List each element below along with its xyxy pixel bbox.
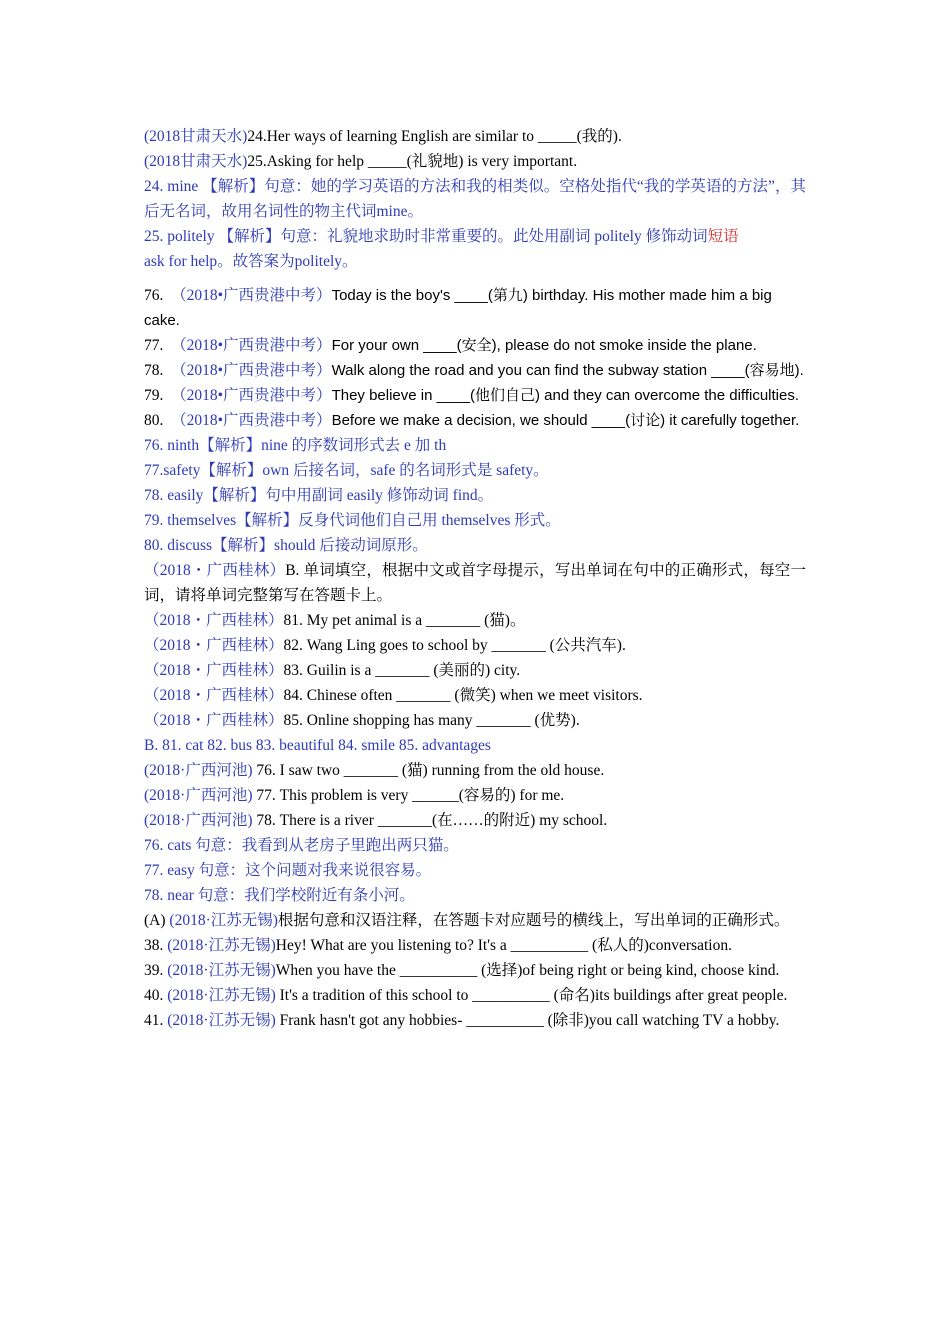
answers-81-85: B. 81. cat 82. bus 83. beautiful 84. smile 85. advantages [144, 737, 491, 754]
question-text: 81. My pet animal is a _______ (猫)。 [283, 612, 526, 629]
intro-text: 根据句意和汉语注释，在答题卡对应题号的横线上，写出单词的正确形式。 [277, 912, 790, 929]
answer-text: 25. politely 【解析】句意：礼貌地求助时非常重要的。此处用副词 politely 修饰动词 [144, 228, 708, 245]
source-tag: (2018·广西河池) [144, 787, 253, 804]
question-84 [144, 683, 806, 708]
question-text: 25.Asking for help _____(礼貌地) is very important. [247, 153, 578, 170]
question-text: 24.Her ways of learning English are similar to _____(我的). [247, 128, 622, 145]
question-text: Hey! What are you listening to? It's a __________ (私人的)conversation. [275, 937, 732, 954]
question-text: 84. Chinese often _______ (微笑) when we meet visitors. [283, 687, 643, 704]
question-40 [144, 983, 806, 1008]
question-25 [144, 149, 806, 174]
document-page [144, 124, 806, 1033]
question-76-guigang [144, 283, 806, 333]
answer-77-guigang: 77.safety【解析】own 后接名词，safe 的名词形式是 safety。 [144, 462, 549, 479]
question-number: 77. [144, 337, 164, 354]
source-tag: (2018·广西河池) [144, 762, 253, 779]
source-tag: (2018·江苏无锡) [167, 987, 276, 1004]
question-24 [144, 124, 806, 149]
question-number: 38. [144, 937, 168, 954]
source-tag: (2018·江苏无锡) [167, 962, 276, 979]
answer-77-hechi: 77. easy 句意：这个问题对我来说很容易。 [144, 862, 432, 879]
question-78-guigang [144, 358, 806, 383]
source-tag: (2018·广西河池) [144, 812, 253, 829]
question-text: Before we make a decision, we should ____(讨论) it carefully together. [331, 412, 800, 429]
answer-76-guigang: 76. ninth【解析】nine 的序数词形式去 e 加 th [144, 437, 447, 454]
answer-25 [144, 224, 806, 274]
source-tag: （2018・广西桂林） [144, 562, 286, 579]
question-77-hechi [144, 783, 806, 808]
question-79-guigang [144, 383, 806, 408]
question-number: 40. [144, 987, 168, 1004]
question-83 [144, 658, 806, 683]
question-39 [144, 958, 806, 983]
answer-78-hechi: 78. near 句意：我们学校附近有条小河。 [144, 887, 415, 904]
question-text: When you have the __________ (选择)of being right or being kind, choose kind. [275, 962, 780, 979]
question-80-guigang [144, 408, 806, 433]
question-text: 76. I saw two _______ (猫) running from the old house. [252, 762, 605, 779]
question-77-guigang [144, 333, 806, 358]
answer-78-guigang: 78. easily【解析】句中用副词 easily 修饰动词 find。 [144, 487, 494, 504]
answer-79-guigang: 79. themselves【解析】反身代词他们自己用 themselves 形式。 [144, 512, 561, 529]
question-38 [144, 933, 806, 958]
source-tag: （2018・广西桂林） [144, 687, 284, 704]
source-tag: （2018・广西桂林） [144, 612, 284, 629]
question-number: 80. [144, 412, 164, 429]
question-text: 85. Online shopping has many _______ (优势). [283, 712, 580, 729]
source-tag: （2018・广西桂林） [144, 637, 284, 654]
question-number: 76. [144, 287, 164, 304]
question-text: They believe in ____(他们自己) and they can overcome the difficulties. [331, 387, 800, 404]
question-text: Walk along the road and you can find the subway station ____(容易地). [331, 362, 804, 379]
question-text: It's a tradition of this school to __________ (命名)its buildings after great people. [275, 987, 788, 1004]
question-85 [144, 708, 806, 733]
question-text: For your own ____(安全), please do not smoke inside the plane. [331, 337, 757, 354]
question-number: 41. [144, 1012, 168, 1029]
source-tag: (2018甘肃天水) [144, 153, 248, 170]
source-tag: （2018・广西桂林） [144, 712, 284, 729]
wuxi-intro [144, 908, 806, 933]
answer-highlight: 短语 [707, 228, 739, 245]
source-tag: （2018•广西贵港中考） [171, 287, 332, 304]
source-tag: (2018·江苏无锡) [169, 912, 278, 929]
answer-76-hechi: 76. cats 句意：我看到从老房子里跑出两只猫。 [144, 837, 459, 854]
source-tag: (2018·江苏无锡) [167, 937, 276, 954]
question-41 [144, 1008, 806, 1033]
guilin-intro [144, 558, 806, 608]
question-81 [144, 608, 806, 633]
source-tag: (2018甘肃天水) [144, 128, 248, 145]
source-tag: （2018•广西贵港中考） [171, 412, 332, 429]
section-label: (A) [144, 912, 170, 929]
question-82 [144, 633, 806, 658]
source-tag: （2018•广西贵港中考） [171, 387, 332, 404]
question-78-hechi [144, 808, 806, 833]
source-tag: （2018•广西贵港中考） [171, 337, 332, 354]
question-text: Today is the boy's ____(第九) birthday. His mother made him a big cake. [144, 287, 772, 329]
source-tag: （2018•广西贵港中考） [171, 362, 332, 379]
answer-text: ask for help。故答案为politely。 [144, 253, 358, 270]
question-number: 39. [144, 962, 168, 979]
question-76-hechi [144, 758, 806, 783]
question-text: Frank hasn't got any hobbies- __________ (除非)you call watching TV a hobby. [275, 1012, 780, 1029]
question-text: 83. Guilin is a _______ (美丽的) city. [283, 662, 521, 679]
question-text: 82. Wang Ling goes to school by _______ (公共汽车). [283, 637, 626, 654]
source-tag: （2018・广西桂林） [144, 662, 284, 679]
intro-text: B. 单词填空，根据中文或首字母提示，写出单词在句中的正确形式，每空一词，请将单词完整第写在答题卡上。 [144, 562, 806, 604]
answer-24: 24. mine 【解析】句意：她的学习英语的方法和我的相类似。空格处指代“我的学英语的方法”，其后无名词，故用名词性的物主代词mine。 [144, 178, 806, 220]
question-number: 78. [144, 362, 164, 379]
question-text: 78. There is a river _______(在……的附近) my school. [252, 812, 608, 829]
answer-80-guigang: 80. discuss【解析】should 后接动词原形。 [144, 537, 428, 554]
source-tag: (2018·江苏无锡) [167, 1012, 276, 1029]
question-text: 77. This problem is very ______(容易的) for me. [252, 787, 565, 804]
question-number: 79. [144, 387, 164, 404]
